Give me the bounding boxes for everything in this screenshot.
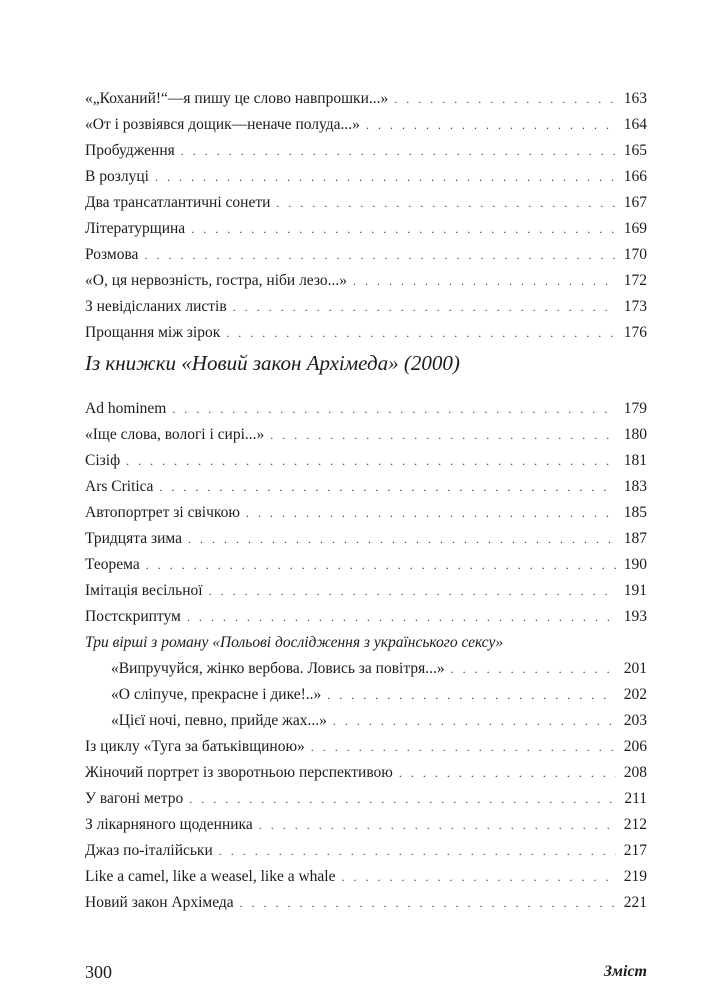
toc-entry [85, 270, 647, 292]
entry-page: 166 [623, 168, 647, 185]
entry-page: 208 [623, 764, 647, 781]
toc-entry [85, 606, 647, 628]
entry-title: Новий закон Архімеда [85, 894, 234, 911]
entry-title: Розмова [85, 246, 139, 263]
entry-title: Автопортрет зі свічкою [85, 504, 240, 521]
entry-page: 212 [623, 816, 647, 833]
dot-leader [311, 736, 616, 758]
toc-entry [85, 244, 647, 266]
toc-entry [85, 866, 647, 888]
entry-page: 211 [624, 790, 647, 807]
entry-title: Літературщина [85, 220, 186, 237]
entry-page: 169 [623, 220, 647, 237]
toc-entry [85, 840, 647, 862]
running-title: Зміст [603, 963, 647, 980]
entry-page: 167 [623, 194, 647, 211]
dot-leader [159, 476, 615, 498]
dot-leader [233, 296, 616, 318]
entry-page: 176 [623, 324, 647, 341]
entry-title: Імітація весільної [85, 582, 203, 599]
toc-entry [85, 762, 647, 784]
entry-title: «О, ця нервозність, гостра, ніби лезо...» [85, 272, 348, 289]
dot-leader [333, 710, 616, 732]
toc-entry [85, 398, 647, 420]
entry-title: Прощання між зірок [85, 324, 221, 341]
toc-entry [85, 502, 647, 524]
entry-title: Сізіф [85, 452, 121, 469]
dot-leader [209, 580, 616, 602]
dot-leader [155, 166, 616, 188]
entry-title: З лікарняного щоденника [85, 816, 253, 833]
entry-page: 185 [623, 504, 647, 521]
entry-page: 190 [623, 556, 647, 573]
toc-entry [85, 788, 647, 810]
toc-entry [85, 892, 647, 914]
toc-entry [85, 114, 647, 136]
entry-title: Постскриптум [85, 608, 181, 625]
dot-leader [146, 554, 616, 576]
toc-entry [85, 450, 647, 472]
dot-leader [451, 658, 616, 680]
page-number: 300 [85, 962, 112, 982]
toc-entry [85, 218, 647, 240]
toc-subentry [111, 684, 647, 706]
dot-leader [366, 114, 616, 136]
entry-page: 183 [623, 478, 647, 495]
entry-title: Ad hominem [85, 400, 167, 417]
entry-page: 217 [623, 842, 647, 859]
toc-subentry [111, 658, 647, 680]
toc-entry [85, 528, 647, 550]
dot-leader [246, 502, 616, 524]
dot-leader [341, 866, 615, 888]
toc-subentry [111, 710, 647, 732]
entry-page: 193 [623, 608, 647, 625]
entry-page: 173 [623, 298, 647, 315]
entry-title: Два трансатлантичні сонети [85, 194, 271, 211]
dot-leader [226, 322, 615, 344]
entry-title: Пробудження [85, 142, 175, 159]
section-heading: Із книжки «Новий закон Архімеда» (2000) [85, 351, 460, 375]
dot-leader [144, 244, 615, 266]
entry-page: 206 [623, 738, 647, 755]
entry-page: 170 [623, 246, 647, 263]
entry-title: «О сліпуче, прекрасне і дике!..» [111, 686, 322, 703]
entry-title: З невідісланих листів [85, 298, 227, 315]
entry-title: В розлуці [85, 168, 149, 185]
entry-page: 181 [623, 452, 647, 469]
entry-title: «Іще слова, вологі і сирі...» [85, 426, 265, 443]
entry-page: 163 [623, 90, 647, 107]
entry-title: Like a camel, like a weasel, like a whale [85, 868, 336, 885]
entry-title: Тридцята зима [85, 530, 182, 547]
entry-title: Теорема [85, 556, 140, 573]
entry-title: «Випручуйся, жінко вербова. Ловись за повітря...» [111, 660, 445, 677]
entry-page: 191 [623, 582, 647, 599]
entry-page: 172 [623, 272, 647, 289]
dot-leader [126, 450, 616, 472]
entry-page: 219 [623, 868, 647, 885]
toc-entry [85, 580, 647, 602]
toc-entry [85, 424, 647, 446]
toc-entry [85, 322, 647, 344]
dot-leader [399, 762, 616, 784]
entry-page: 187 [623, 530, 647, 547]
group-title: Три вірші з роману «Польові дослідження з українського сексу» [85, 634, 504, 651]
toc-entry [85, 814, 647, 836]
entry-page: 203 [623, 712, 647, 729]
toc-entry [85, 192, 647, 214]
entry-title: У вагоні метро [85, 790, 184, 807]
dot-leader [276, 192, 615, 214]
dot-leader [181, 140, 616, 162]
entry-title: Із циклу «Туга за батьківщиною» [85, 738, 305, 755]
toc-entry [85, 476, 647, 498]
entry-title: Ars Critica [85, 478, 154, 495]
toc-entry [85, 88, 647, 110]
dot-leader [191, 218, 616, 240]
entry-title: «Цієї ночі, певно, прийде жах...» [111, 712, 327, 729]
dot-leader [219, 840, 616, 862]
entry-page: 202 [623, 686, 647, 703]
dot-leader [270, 424, 615, 446]
entry-title: Жіночий портрет із зворотньою перспективою [85, 764, 393, 781]
entry-page: 201 [623, 660, 647, 677]
entry-page: 221 [623, 894, 647, 911]
dot-leader [327, 684, 615, 706]
entry-page: 164 [623, 116, 647, 133]
dot-leader [188, 528, 616, 550]
dot-leader [259, 814, 616, 836]
entry-title: «От і розвіявся дощик—неначе полуда...» [85, 116, 360, 133]
toc-entry [85, 296, 647, 318]
toc-entry [85, 554, 647, 576]
dot-leader [189, 788, 616, 810]
entry-title: Джаз по-італійськи [85, 842, 213, 859]
toc-entry [85, 140, 647, 162]
dot-leader [353, 270, 616, 292]
entry-page: 179 [623, 400, 647, 417]
dot-leader [394, 88, 616, 110]
entry-page: 165 [623, 142, 647, 159]
dot-leader [240, 892, 616, 914]
entry-page: 180 [623, 426, 647, 443]
dot-leader [172, 398, 615, 420]
toc-entry [85, 166, 647, 188]
toc-entry [85, 736, 647, 758]
dot-leader [187, 606, 616, 628]
entry-title: «„Коханий!“—я пишу це слово навпрошки...» [85, 90, 389, 107]
